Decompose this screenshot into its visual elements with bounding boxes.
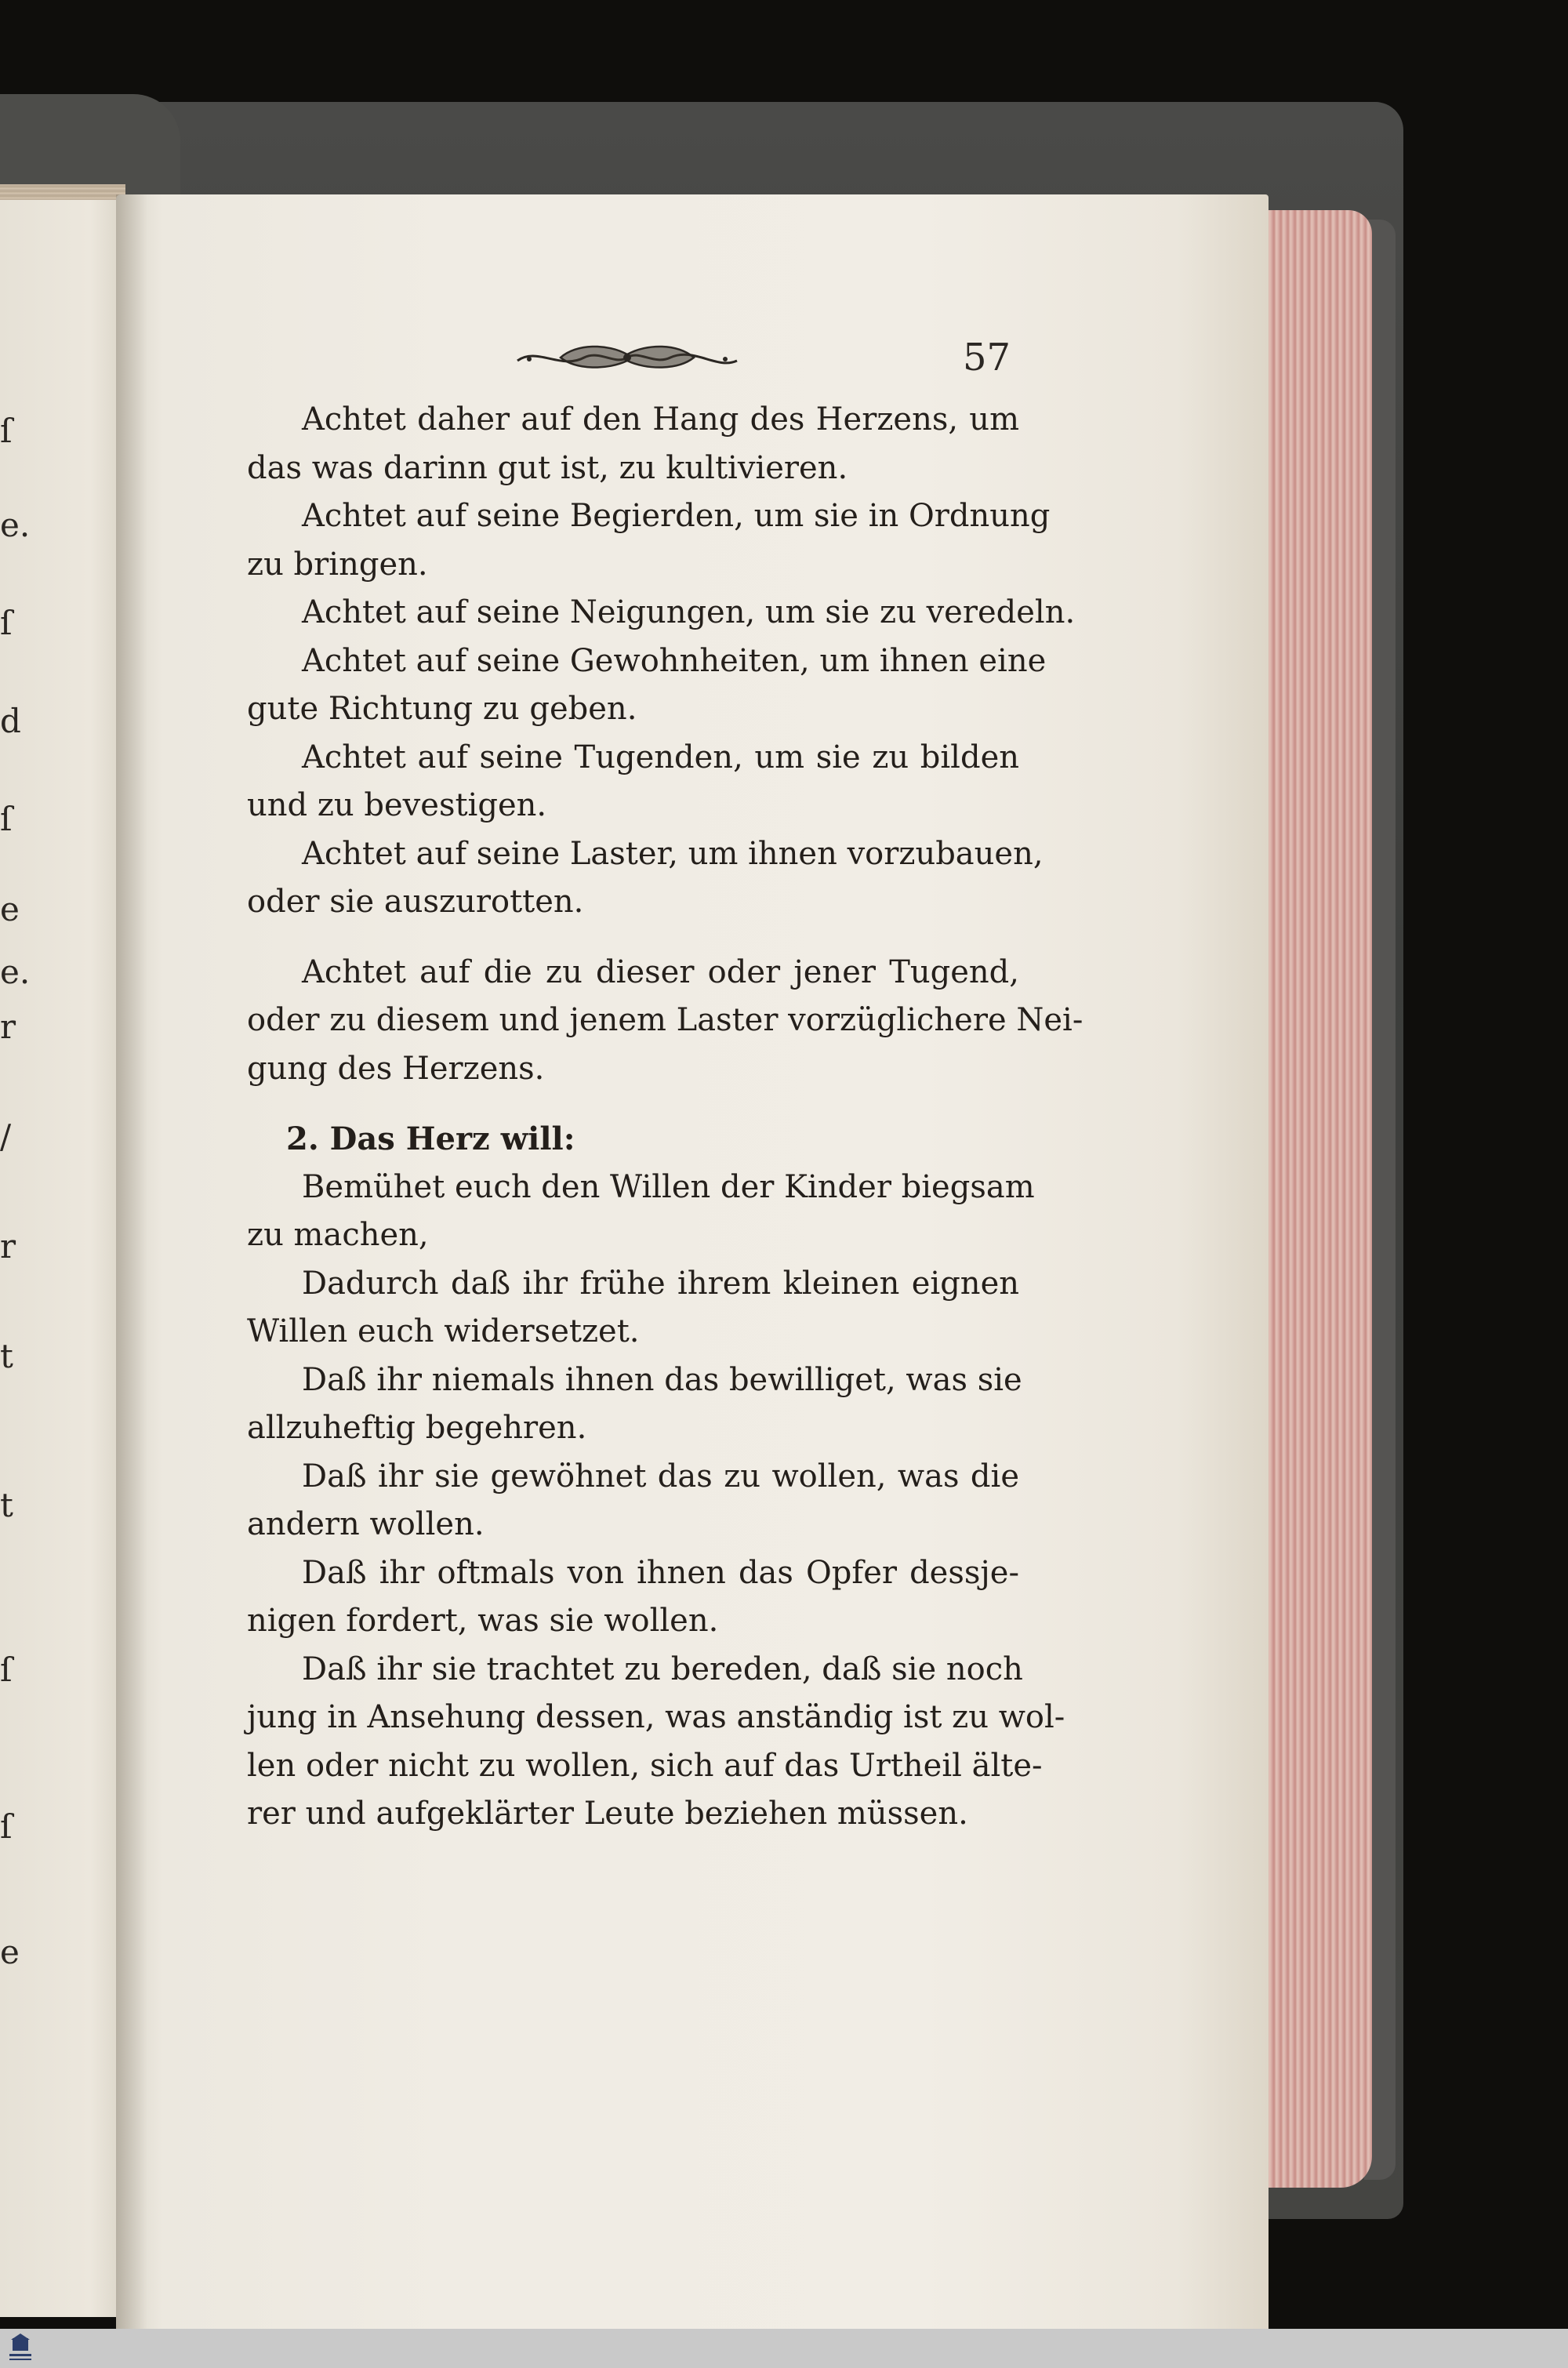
text-line: oder zu diesem und jenem Laster vorzüglichere Nei- [247, 1002, 1083, 1038]
text-line: Dadurch daß ihr frühe ihrem kleinen eignen [302, 1265, 1019, 1302]
text-line: Bemühet euch den Willen der Kinder biegsam [302, 1168, 1035, 1205]
page-gutter [116, 194, 147, 2329]
text-line: Daß ihr sie gewöhnet das zu wollen, was die [302, 1458, 1019, 1495]
left-page-fragment: e. [0, 506, 31, 544]
text-line: zu machen, [247, 1217, 429, 1253]
page-text [247, 396, 1083, 1839]
left-page-fragment: t [0, 1337, 13, 1375]
text-line: Achtet auf seine Begierden, um sie in Ordnung [302, 498, 1051, 534]
paragraph [247, 396, 1019, 492]
text-line: Daß ihr sie trachtet zu bereden, daß sie noch [302, 1651, 1023, 1687]
left-page-fragment: / [0, 1117, 12, 1156]
text-line: allzuheftig begehren. [247, 1410, 587, 1446]
text-line: rer und aufgeklärter Leute beziehen müssen. [247, 1796, 968, 1832]
left-page-fragment: ſ [0, 412, 13, 450]
text-line: das was darinn gut ist, zu kultivieren. [247, 449, 848, 486]
text-line: Achtet auf die zu dieser oder jener Tugend, [302, 953, 1019, 990]
left-page-fragment: e [0, 1933, 20, 1971]
text-line: Achtet auf seine Neigungen, um sie zu veredeln. [302, 594, 1076, 630]
paragraph [247, 949, 1083, 1094]
text-line: andern wollen. [247, 1506, 485, 1542]
text-line: Achtet auf seine Laster, um ihnen vorzubauen, [302, 835, 1044, 872]
section-heading [247, 1115, 1019, 1164]
viewer-footer-bar [0, 2329, 1568, 2368]
left-page-fragment: d [0, 702, 21, 740]
header-ornament [514, 339, 741, 378]
left-page-fragment: ſ [0, 1651, 13, 1689]
paragraph [247, 1453, 1019, 1549]
text-line: nigen fordert, was sie wollen. [247, 1603, 719, 1639]
left-page-fragment: e. [0, 953, 31, 991]
text-line: oder sie auszurotten. [247, 884, 584, 920]
paragraph [247, 1164, 1035, 1260]
text-line: gung des Herzens. [247, 1050, 545, 1087]
paragraph [247, 637, 1047, 734]
library-logo-icon [6, 2333, 34, 2363]
paragraph [247, 734, 1019, 830]
text-line: Daß ihr oftmals von ihnen das Opfer dessje- [302, 1554, 1019, 1591]
left-page-fragment: ſ [0, 604, 13, 642]
left-page-fragment: e [0, 890, 20, 928]
text-line: len oder nicht zu wollen, sich auf das Urtheil älte- [247, 1747, 1043, 1784]
left-page-fragment: ſ [0, 800, 13, 838]
text-line: und zu bevestigen. [247, 787, 547, 823]
text-line: gute Richtung zu geben. [247, 691, 637, 727]
paragraph [247, 492, 1051, 589]
text-line: jung in Ansehung dessen, was anständig ist zu wol- [247, 1699, 1065, 1735]
left-page-fragment: r [0, 1008, 16, 1046]
page-number: 57 [963, 336, 1011, 380]
text-line: Daß ihr niemals ihnen das bewilliget, was sie [302, 1361, 1022, 1398]
paragraph [247, 830, 1044, 927]
left-page-fragment: r [0, 1227, 16, 1266]
left-page-fragment: ſ [0, 1807, 13, 1846]
text-line: Achtet daher auf den Hang des Herzens, um [302, 401, 1019, 438]
text-line: Achtet auf seine Gewohnheiten, um ihnen eine [302, 642, 1047, 679]
paragraph [247, 1549, 1019, 1646]
left-page-fragment: t [0, 1486, 13, 1524]
page-edges [1250, 210, 1372, 2188]
text-line: Achtet auf seine Tugenden, um sie zu bilden [302, 739, 1019, 775]
left-page [0, 200, 129, 2317]
text-line: zu bringen. [247, 546, 428, 583]
paragraph [247, 589, 1076, 637]
paragraph [247, 1357, 1022, 1453]
text-line: Willen euch widersetzet. [247, 1313, 640, 1349]
section-heading-text: 2. Das Herz will: [286, 1120, 575, 1157]
paragraph [247, 1260, 1019, 1357]
paragraph [247, 1646, 1065, 1839]
